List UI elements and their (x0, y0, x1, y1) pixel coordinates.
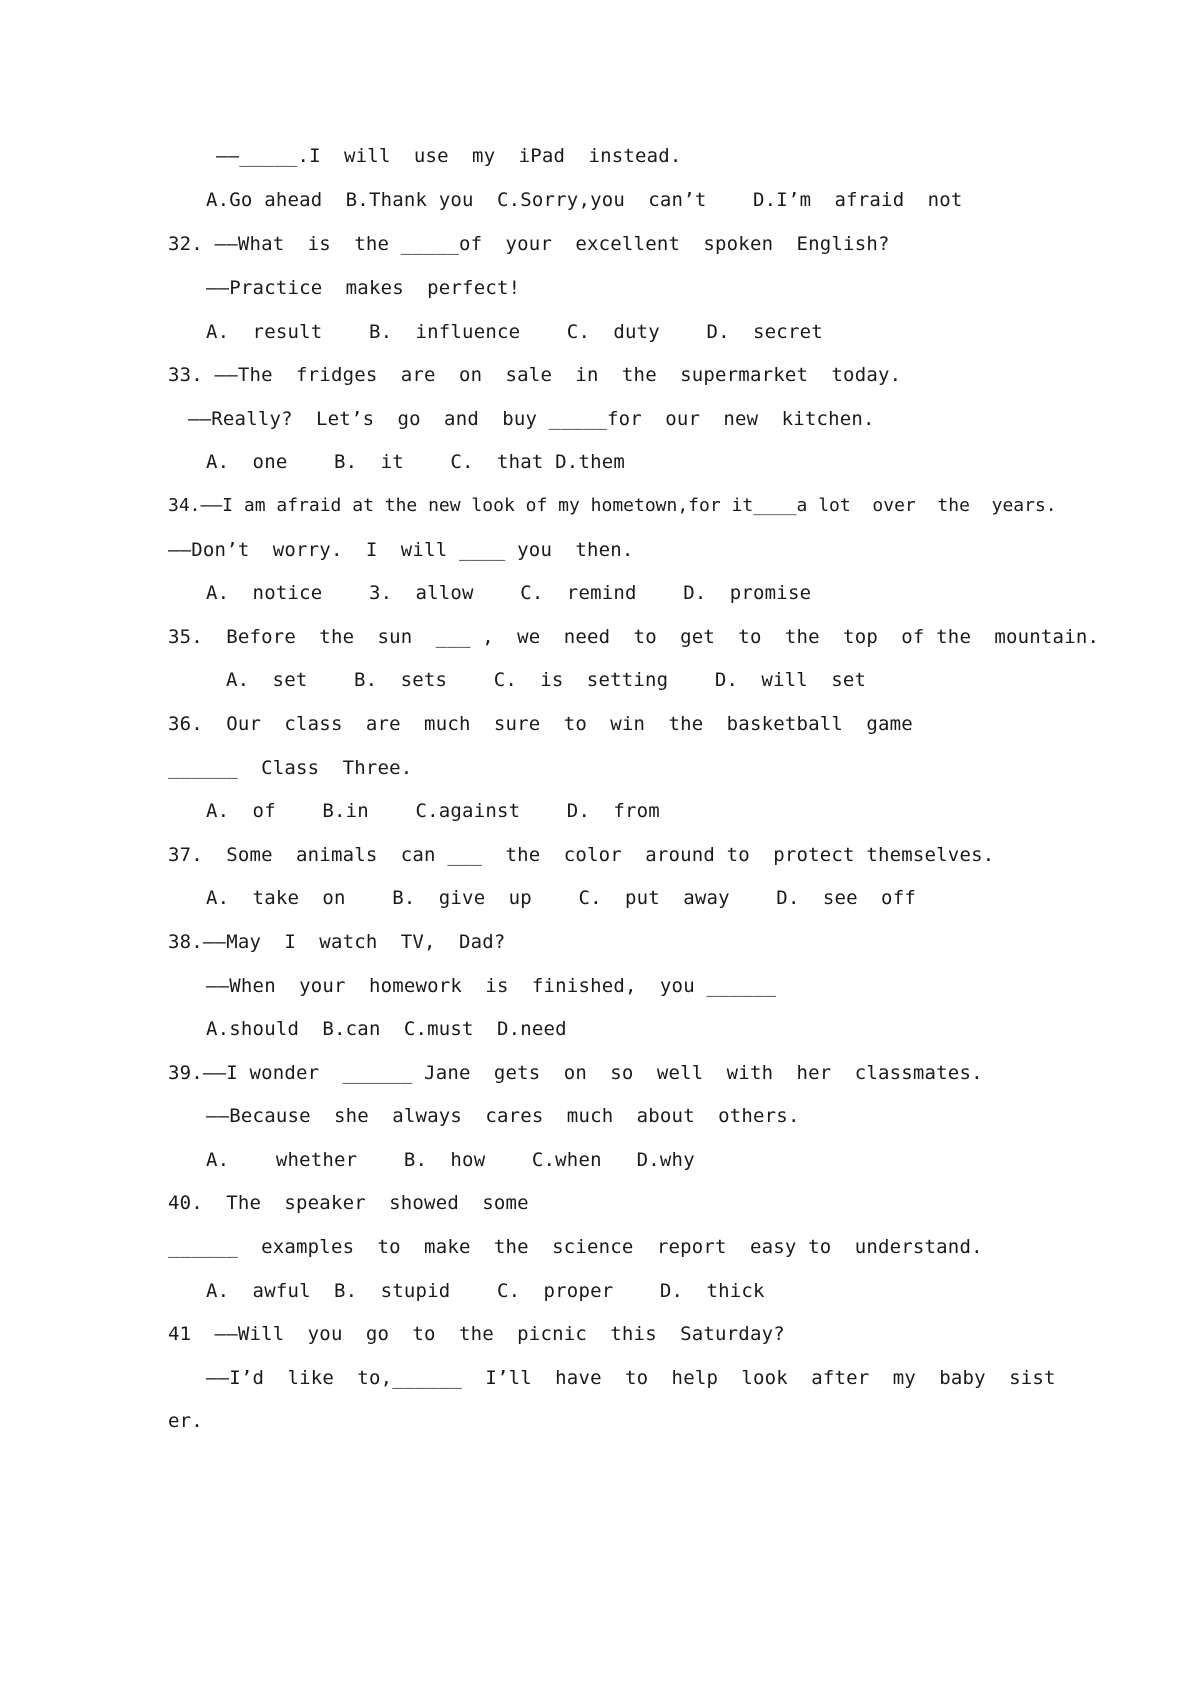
q40-stem: 40. The speaker showed some (168, 1192, 529, 1214)
q39-reply: ——Because she always cares much about others. (206, 1105, 800, 1127)
q36-stem: 36. Our class are much sure to win the basketball game (168, 713, 913, 735)
q33-options: A. one B. it C. that D.them (206, 451, 626, 473)
q39-options: A. whether B. how C.when D.why (206, 1149, 695, 1171)
q41-stem: 41 ——Will you go to the picnic this Saturday? (168, 1323, 785, 1345)
q34-stem: 34.——I am afraid at the new look of my hometown,for it____a lot over the years. (168, 495, 1057, 516)
q31-answer-line: ——_____.I will use my iPad instead. (216, 145, 682, 167)
q37-stem: 37. Some animals can ___ the color around to protect themselves. (168, 844, 995, 866)
q32-reply: ——Practice makes perfect! (206, 277, 521, 299)
q34-reply: ——Don’t worry. I will ____ you then. (168, 539, 634, 561)
q38-options: A.should B.can C.must D.need (206, 1018, 567, 1040)
q37-options: A. take on B. give up C. put away D. see off (206, 887, 916, 909)
q31-options: A.Go ahead B.Thank you C.Sorry,you can’t D.I’m afraid not (206, 189, 963, 211)
q41-reply: ——I’d like to,______ I’ll have to help look after my baby sist (206, 1367, 1056, 1389)
q33-reply: ——Really? Let’s go and buy _____for our new kitchen. (188, 408, 875, 430)
q38-stem: 38.——May I watch TV, Dad? (168, 931, 506, 953)
q32-options: A. result B. influence C. duty D. secret (206, 321, 823, 343)
q40-options: A. awful B. stupid C. proper D. thick (206, 1280, 765, 1302)
q33-stem: 33. ——The fridges are on sale in the supermarket today. (168, 364, 902, 386)
q36-stem-cont: ______ Class Three. (168, 757, 413, 779)
q41-reply-cont: er. (168, 1410, 203, 1432)
q32-stem: 32. ——What is the _____of your excellent spoken English? (168, 233, 890, 255)
q38-reply: ——When your homework is finished, you ______ (206, 975, 777, 997)
q36-options: A. of B.in C.against D. from (206, 800, 660, 822)
q39-stem: 39.——I wonder ______ Jane gets on so well with her classmates. (168, 1062, 983, 1084)
q40-stem-cont: ______ examples to make the science report easy to understand. (168, 1236, 983, 1258)
q35-stem: 35. Before the sun ___ , we need to get to the top of the mountain. (168, 626, 1100, 648)
q34-options: A. notice 3. allow C. remind D. promise (206, 582, 812, 604)
q35-options: A. set B. sets C. is setting D. will set (226, 669, 867, 691)
